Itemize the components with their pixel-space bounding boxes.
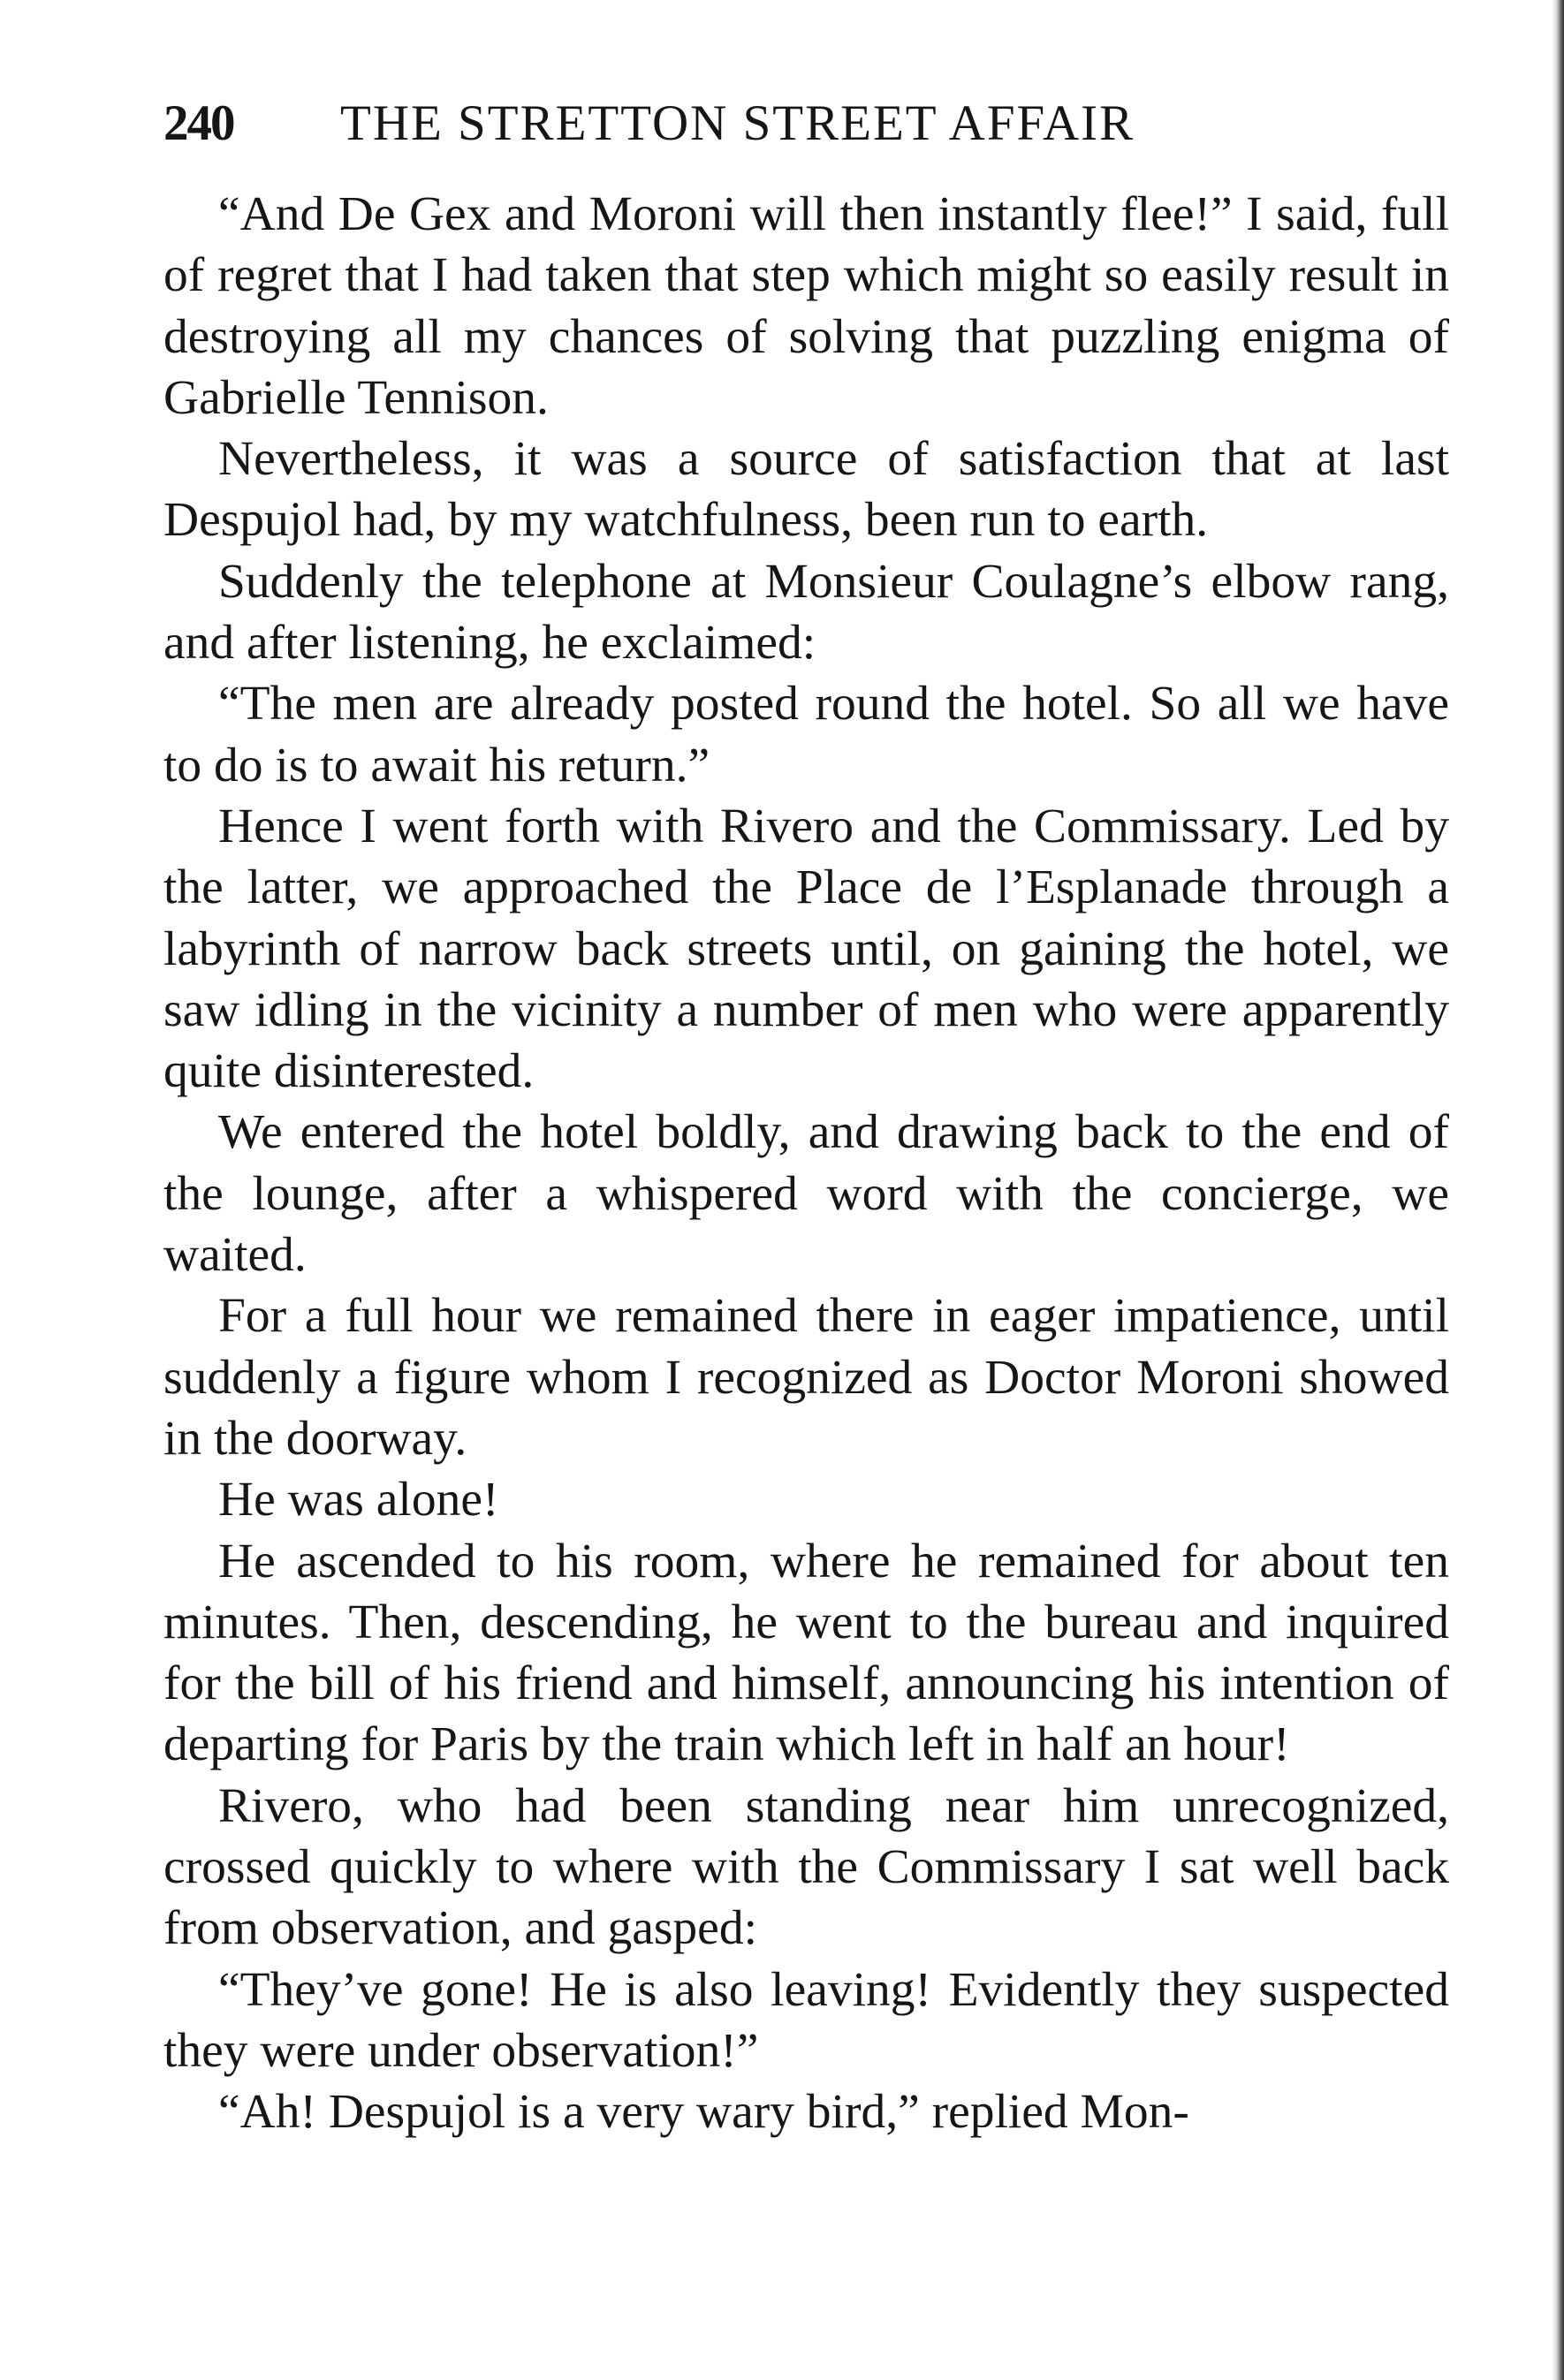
running-head [163,88,1454,159]
paragraph-5: Hence I went forth with Rivero and the Commissary. Led by the latter, we approached the Place de l’Esplanade through a labyrinth of narrow back streets until, on gaining the hotel, we saw idling in the vicinity a number of men who were apparently quite disinterested. [163,799,1449,1099]
paragraph-7: For a full hour we remained there in eager impatience, until suddenly a figure whom I recognized as Doctor Moroni showed in the doorway. [163,1289,1449,1466]
paragraph-6: We entered the hotel boldly, and drawing back to the end of the lounge, after a whispered word with the concierge, we waited. [163,1105,1449,1283]
paragraph-4: “The men are already posted round the hotel. So all we have to do is to await his return.” [163,677,1449,792]
page-spine-edge [1552,0,1564,2380]
body-text [163,184,1449,2143]
running-title: THE STRETTON STREET AFFAIR [340,95,1135,151]
page-number: 240 [163,95,234,151]
paragraph-11: “They’ve gone! He is also leaving! Evidently they suspected they were under observation!” [163,1962,1449,2078]
paragraph-8: He was alone! [218,1473,499,1527]
paragraph-1: “And De Gex and Moroni will then instantly flee!” I said, full of regret that I had taken that step which might so easily result in destroying all my chances of solving that puzzling enigma of Gabrielle Tennison. [163,187,1449,425]
paragraph-10: Rivero, who had been standing near him unrecognized, crossed quickly to where with the Commissary I sat well back from observation, and gasped: [163,1778,1449,1956]
paragraph-9: He ascended to his room, where he remained for about ten minutes. Then, descending, he went to the bureau and inquired for the bill of his friend and himself, announcing his intention of departing for Paris by the train which left in half an hour! [163,1534,1449,1772]
paragraph-12: “Ah! Despujol is a very wary bird,” replied Mon- [218,2085,1189,2140]
paragraph-3: Suddenly the telephone at Monsieur Coulagne’s elbow rang, and after listening, he exclaimed: [163,554,1449,671]
paragraph-2: Nevertheless, it was a source of satisfaction that at last Despujol had, by my watchfulness, been run to earth. [163,432,1449,548]
